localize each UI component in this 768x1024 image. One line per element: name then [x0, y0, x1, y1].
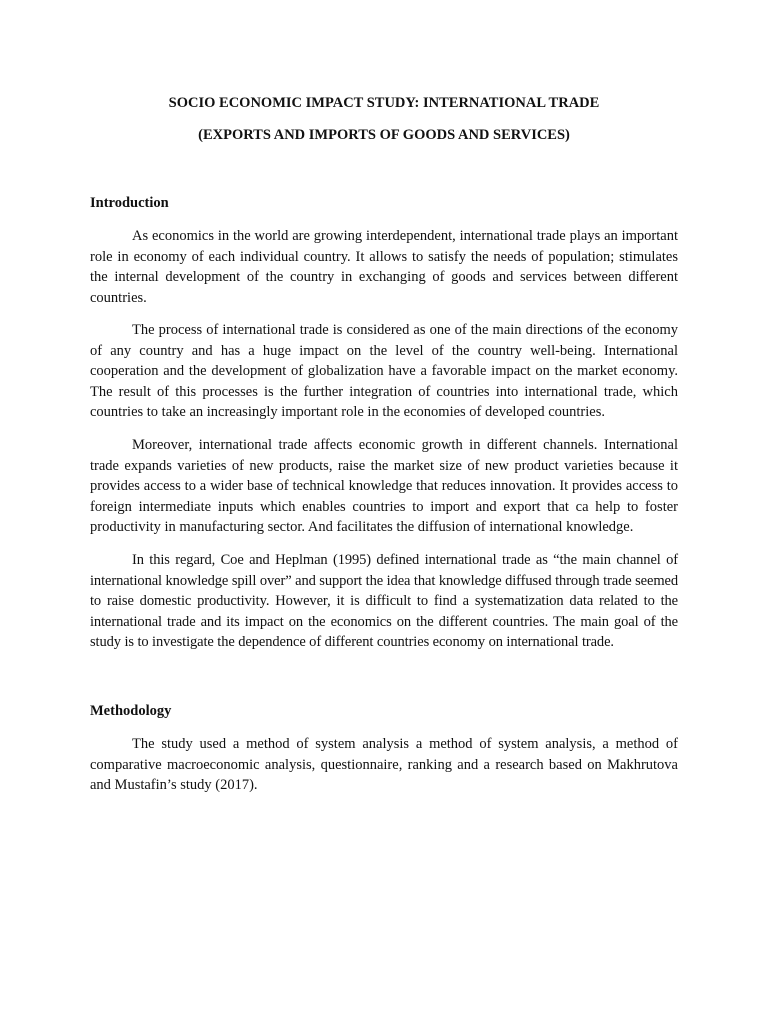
intro-paragraph-4: In this regard, Coe and Heplman (1995) defined international trade as “the main channel of international knowledge spill over” and support the idea that knowledge diffused through trade seemed to raise domestic productivity. However, it is difficult to find a systematization data related to the international trade and its impact on the economics on the different countries. The main goal of the study is to investigate the dependence of different countries economy on international trade. — [90, 552, 678, 650]
document-title: SOCIO ECONOMIC IMPACT STUDY: INTERNATIONAL TRADE — [168, 95, 600, 111]
section-heading-introduction: Introduction — [90, 195, 169, 211]
intro-paragraph-1: As economics in the world are growing interdependent, international trade plays an important role in economy of each individual country. It allows to satisfy the needs of population; stimulates the internal development of the country in exchanging of goods and services between different countries. — [90, 228, 678, 306]
document-page — [90, 0, 678, 1024]
methodology-paragraph-1: The study used a method of system analysis a method of system analysis, a method of comparative macroeconomic analysis, questionnaire, ranking and a research based on Makhrutova and Mustafin’s study (2017). — [90, 736, 678, 793]
section-heading-methodology: Methodology — [90, 703, 172, 719]
document-subtitle: (EXPORTS AND IMPORTS OF GOODS AND SERVICES) — [198, 127, 570, 143]
intro-paragraph-3: Moreover, international trade affects economic growth in different channels. International trade expands varieties of new products, raise the market size of new product varieties because it provides access to a wider base of technical knowledge that reduces innovation. It provides access to foreign intermediate inputs which enables countries to import and export that ca help to foster productivity in manufacturing sector. And facilitates the diffusion of international knowledge. — [90, 437, 678, 535]
intro-paragraph-2: The process of international trade is considered as one of the main directions of the economy of any country and has a huge impact on the level of the country well-being. International cooperation and the development of globalization have a favorable impact on the market economy. The result of this processes is the further integration of countries into international trade, which countries to take an increasingly important role in the economies of developed countries. — [90, 322, 678, 420]
